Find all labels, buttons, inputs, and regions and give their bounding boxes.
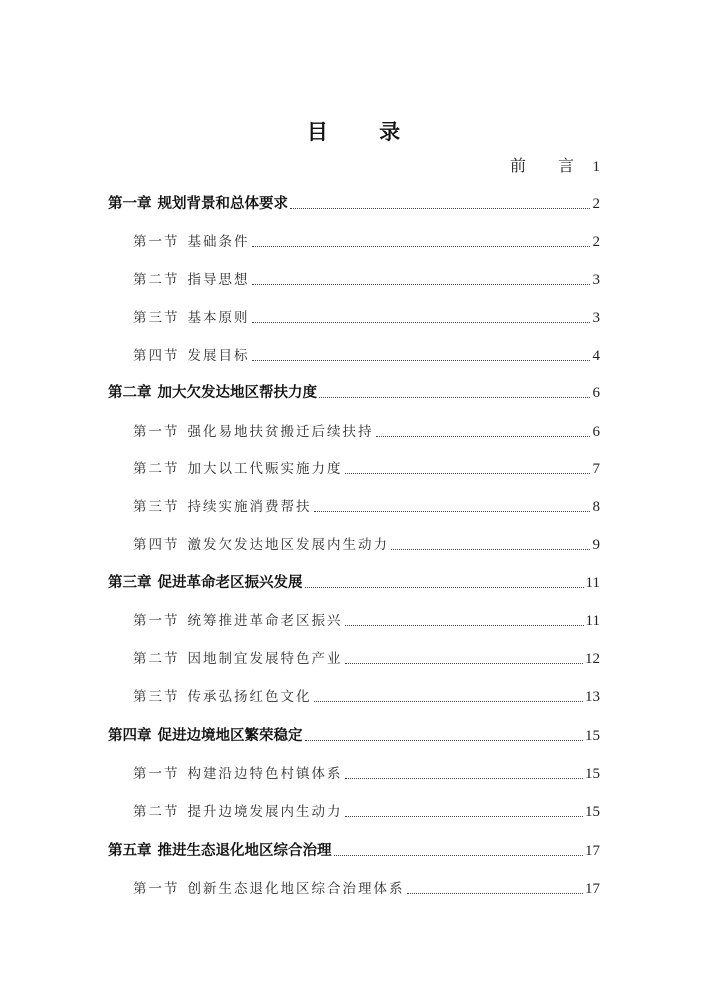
dot-leader [314,510,591,512]
page-number: 1 [592,159,600,175]
chapter-number: 第一章 [108,196,152,212]
page-number: 2 [592,196,600,212]
dot-leader [345,777,584,779]
dot-leader [345,472,591,474]
entry-label: 因地制宜发展特色产业 [187,651,343,667]
chapter-number: 第二章 [108,385,152,401]
toc-entry-section[interactable] [133,647,600,669]
dot-leader [290,207,590,209]
section-number: 第二节 [133,651,180,667]
entry-label: 基本原则 [187,310,250,326]
dot-leader [252,359,591,361]
dot-leader [252,245,591,247]
entry-label: 推进生态退化地区综合治理 [157,843,332,859]
section-number: 第一节 [133,613,180,629]
entry-label: 基础条件 [187,234,250,250]
toc-entry-chapter[interactable] [108,724,600,746]
entry-label: 持续实施消费帮扶 [187,499,312,515]
dot-leader [252,283,591,285]
entry-label: 创新生态退化地区综合治理体系 [187,881,405,897]
dot-leader [305,739,584,741]
toc-entry-section[interactable] [133,230,600,252]
entry-label: 提升边境发展内生动力 [187,804,343,820]
dot-leader [391,548,590,550]
dot-leader [334,854,584,856]
toc-entry-section[interactable] [133,609,600,631]
entry-label: 加大欠发达地区帮扶力度 [157,385,317,401]
entry-label: 统筹推进革命老区振兴 [187,613,343,629]
page-number: 6 [592,385,600,401]
entry-label: 前 言 [509,158,588,175]
dot-leader [345,662,584,664]
entry-label: 传承弘扬红色文化 [187,689,312,705]
toc-entry-section[interactable] [133,457,600,479]
page-number: 7 [592,461,600,477]
section-number: 第一节 [133,234,180,250]
page-number: 11 [585,575,600,591]
section-number: 第三节 [133,689,180,705]
chapter-number: 第三章 [108,575,152,591]
entry-label: 强化易地扶贫搬迁后续扶持 [187,424,374,440]
page-number: 13 [585,689,600,705]
entry-label: 指导思想 [187,272,250,288]
section-number: 第四节 [133,348,180,364]
toc-entry-section[interactable] [133,306,600,328]
entry-label: 促进边境地区繁荣稳定 [157,728,303,744]
page-number: 2 [592,234,600,250]
dot-leader [305,586,584,588]
section-number: 第一节 [133,766,180,782]
section-number: 第二节 [133,461,180,477]
toc-entry-section[interactable] [133,762,600,784]
chapter-number: 第五章 [108,843,152,859]
dot-leader [314,700,584,702]
section-number: 第三节 [133,499,180,515]
section-number: 第一节 [133,881,180,897]
page-number: 17 [585,843,600,859]
toc-entry-chapter[interactable] [108,192,600,214]
toc-entry-section[interactable] [133,533,600,555]
toc-title: 目 录 [306,120,423,144]
entry-label: 发展目标 [187,348,250,364]
dot-leader [345,624,584,626]
dot-leader [252,321,591,323]
toc-entry-section[interactable] [133,685,600,707]
toc-entry-chapter[interactable] [108,571,600,593]
page-number: 12 [585,651,600,667]
section-number: 第二节 [133,804,180,820]
dot-leader [407,892,584,894]
entry-label: 构建沿边特色村镇体系 [187,766,343,782]
toc-entry-section[interactable] [133,800,600,822]
page-number: 3 [592,272,600,288]
toc-entry-section[interactable] [133,495,600,517]
page-number: 15 [585,728,600,744]
page-number: 9 [592,537,600,553]
page-number: 15 [585,804,600,820]
dot-leader [345,815,584,817]
page-number: 3 [592,310,600,326]
toc-entry-preface[interactable] [510,153,600,175]
page-number: 8 [592,499,600,515]
page-number: 6 [592,424,600,440]
entry-label: 规划背景和总体要求 [157,196,288,212]
toc-entry-section[interactable] [133,420,600,442]
entry-label: 促进革命老区振兴发展 [157,575,303,591]
page-number: 17 [585,881,600,897]
toc-entry-section[interactable] [133,877,600,899]
toc-entry-chapter[interactable] [108,381,600,403]
dot-leader [376,435,591,437]
dot-leader [319,396,590,398]
chapter-number: 第四章 [108,728,152,744]
entry-label: 激发欠发达地区发展内生动力 [187,537,389,553]
toc-entry-section[interactable] [133,344,600,366]
section-number: 第三节 [133,310,180,326]
section-number: 第四节 [133,537,180,553]
page-number: 4 [592,348,600,364]
section-number: 第一节 [133,424,180,440]
entry-label: 加大以工代赈实施力度 [187,461,343,477]
toc-entry-chapter[interactable] [108,839,600,861]
toc-entry-section[interactable] [133,268,600,290]
page-number: 15 [585,766,600,782]
page-number: 11 [585,613,600,629]
section-number: 第二节 [133,272,180,288]
